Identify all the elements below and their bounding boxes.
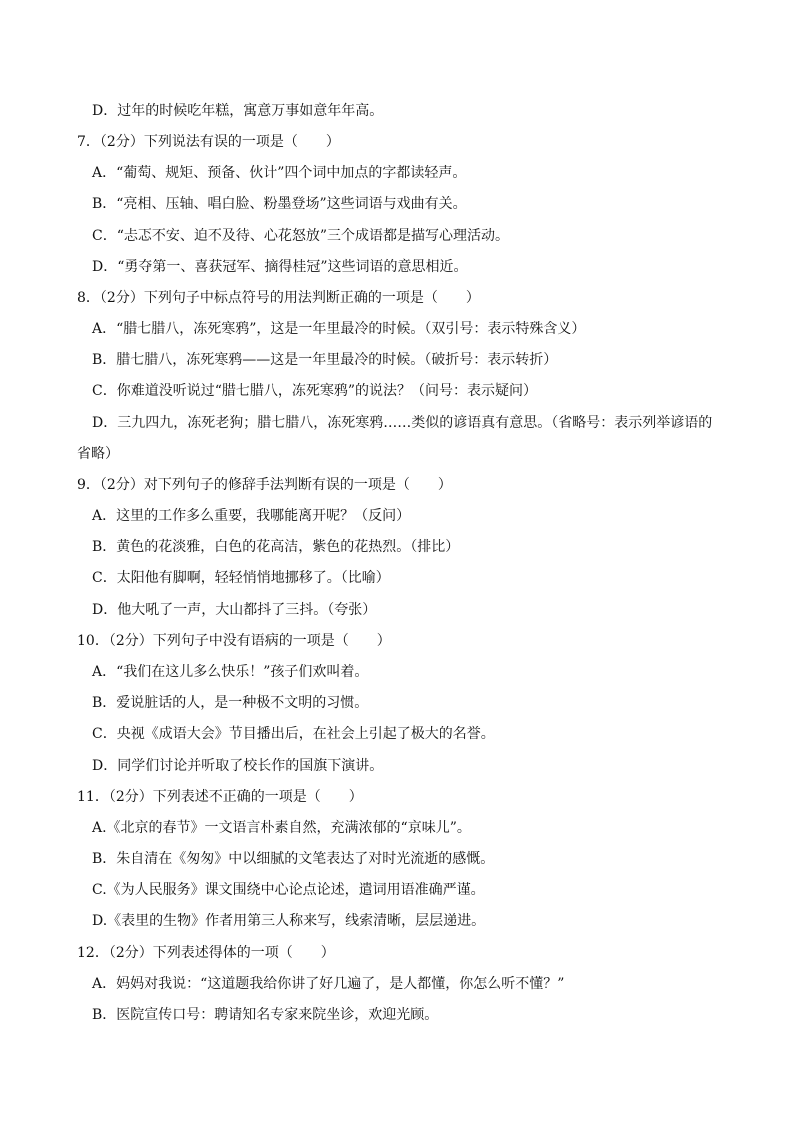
q6-option-d: D．过年的时候吃年糕，寓意万事如意年年高。 <box>92 103 384 119</box>
q9-option-d: D．他大吼了一声，大山都抖了三抖。（夸张） <box>92 602 377 618</box>
q9-option-a: A．这里的工作多么重要，我哪能离开呢？（反问） <box>92 508 411 524</box>
q12-option-a: A．妈妈对我说：“这道题我给你讲了好几遍了，是人都懂，你怎么听不懂？” <box>92 976 565 992</box>
q10-option-b: B．爱说脏话的人，是一种极不文明的习惯。 <box>92 695 369 711</box>
q12-option-b: B．医院宣传口号：聘请知名专家来院坐诊，欢迎光顾。 <box>92 1007 439 1023</box>
q8-option-a: A．“腊七腊八，冻死寒鸦”，这是一年里最冷的时候。（双引号：表示特殊含义） <box>92 321 586 337</box>
question-10: 10．（2分）下列句子中没有语病的一项是（ ） <box>77 633 391 649</box>
q7-option-a: A．“葡萄、规矩、预备、伙计”四个词中加点的字都读轻声。 <box>92 165 467 181</box>
q7-option-c: C．“忐忑不安、迫不及待、心花怒放”三个成语都是描写心理活动。 <box>92 228 510 244</box>
q10-option-a: A．“我们在这儿多么快乐！”孩子们欢叫着。 <box>92 664 369 680</box>
q10-option-c: C．央视《成语大会》节目播出后，在社会上引起了极大的名誉。 <box>92 726 495 742</box>
q7-option-b: B．“亮相、压轴、唱白脸、粉墨登场”这些词语与戏曲有关。 <box>92 196 467 212</box>
q8-option-d-continuation: 省略） <box>77 446 119 462</box>
question-8: 8．（2分）下列句子中标点符号的用法判断正确的一项是（ ） <box>77 290 480 306</box>
question-12: 12．（2分）下列表述得体的一项（ ） <box>77 945 335 961</box>
q11-option-a: A.《北京的春节》一文语言朴素自然，充满浓郁的“京味儿”。 <box>92 820 471 836</box>
q9-option-c: C．太阳他有脚啊，轻轻悄悄地挪移了。（比喻） <box>92 570 390 586</box>
question-11: 11．（2分）下列表述不正确的一项是（ ） <box>77 789 363 805</box>
q8-option-d: D．三九四九，冻死老狗；腊七腊八，冻死寒鸦……类似的谚语真有意思。（省略号：表示列举谚语的 <box>92 415 713 431</box>
q11-option-d: D.《表里的生物》作者用第三人称来写，线索清晰，层层递进。 <box>92 913 486 929</box>
question-7: 7．（2分）下列说法有误的一项是（ ） <box>77 134 340 150</box>
q11-option-c: C.《为人民服务》课文围绕中心论点论述，遣词用语准确严谨。 <box>92 882 485 898</box>
q8-option-c: C．你难道没听说过“腊七腊八，冻死寒鸦”的说法？（问号：表示疑问） <box>92 383 538 399</box>
question-9: 9．（2分）对下列句子的修辞手法判断有误的一项是（ ） <box>77 477 452 493</box>
q7-option-d: D．“勇夺第一、喜获冠军、摘得桂冠”这些词语的意思相近。 <box>92 259 468 275</box>
q8-option-b: B．腊七腊八，冻死寒鸦——这是一年里最冷的时候。（破折号：表示转折） <box>92 352 558 368</box>
q11-option-b: B．朱自清在《匆匆》中以细腻的文笔表达了对时光流逝的感慨。 <box>92 851 495 867</box>
q9-option-b: B．黄色的花淡雅，白色的花高洁，紫色的花热烈。（排比） <box>92 539 460 555</box>
q10-option-d: D．同学们讨论并听取了校长作的国旗下演讲。 <box>92 758 384 774</box>
